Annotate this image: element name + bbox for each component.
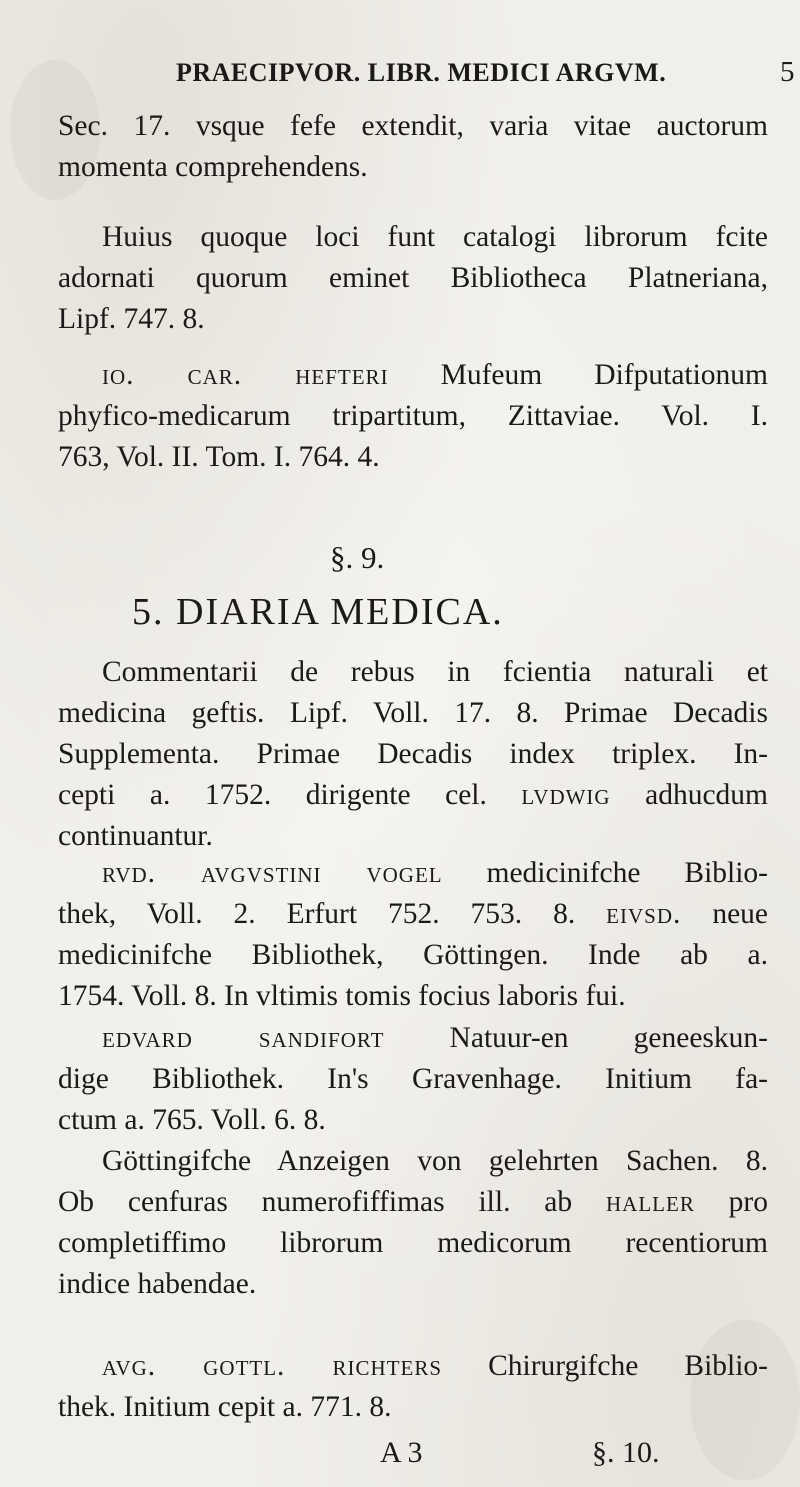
section-heading: 5. DIARIA MEDICA. bbox=[132, 591, 504, 633]
paragraph-sec17 bbox=[58, 106, 768, 188]
text-line bbox=[58, 355, 768, 396]
text-line: Sec. 17. vsque fefe extendit, varia vitae auctorum bbox=[58, 110, 768, 142]
text-line: Supplementa. Primae Decadis index triplex. In- bbox=[58, 738, 768, 770]
text-line: momenta comprehendens. bbox=[58, 151, 368, 183]
text-fragment: pro bbox=[694, 1186, 769, 1218]
running-head bbox=[176, 56, 795, 88]
text-fragment: cepti a. 1752. dirigente cel. bbox=[58, 779, 522, 811]
text-line: completiffimo librorum medicorum recentiorum bbox=[58, 1227, 768, 1259]
text-fragment: medicinifche Biblio- bbox=[442, 857, 768, 889]
running-title: PRAECIPVOR. LIBR. MEDICI ARGVM. bbox=[176, 58, 667, 87]
paragraph-catalogi bbox=[58, 217, 768, 340]
paragraph-hefteri bbox=[58, 355, 768, 478]
paragraph-commentarii bbox=[58, 652, 768, 857]
text-fragment: Mufeum Difputationum bbox=[388, 359, 768, 391]
text-line: Huius quoque loci funt catalogi librorum fcite bbox=[102, 221, 768, 253]
text-line bbox=[58, 853, 768, 894]
text-fragment: Chirurgifche Biblio- bbox=[442, 1350, 768, 1382]
text-fragment: neue bbox=[681, 898, 768, 930]
text-line: indice habendae. bbox=[58, 1268, 257, 1300]
paragraph-richter bbox=[58, 1346, 768, 1428]
author-name: edvard sandifort bbox=[102, 1022, 385, 1054]
text-line bbox=[58, 1182, 768, 1223]
text-fragment: thek, Voll. 2. Erfurt 752. 753. 8. bbox=[58, 898, 607, 930]
paragraph-sandifort-final bbox=[58, 1018, 768, 1141]
text-line bbox=[58, 775, 768, 816]
catchword: §. 10. bbox=[592, 1436, 660, 1469]
section-mark: §. 9. bbox=[330, 540, 385, 575]
author-name: lvdwig bbox=[521, 779, 611, 811]
signature-mark: A 3 bbox=[380, 1436, 423, 1469]
page-number: 5 bbox=[780, 56, 795, 88]
text-line: ctum a. 765. Voll. 6. 8. bbox=[58, 1104, 326, 1136]
text-fragment: Ob cenfuras numerofiffimas ill. ab bbox=[58, 1186, 573, 1218]
text-line: Göttingifche Anzeigen von gelehrten Sachen. 8. bbox=[102, 1145, 768, 1177]
author-name: haller bbox=[606, 1186, 695, 1218]
text-line: phyfico-medicarum tripartitum, Zittaviae. Vol. I. bbox=[58, 400, 768, 432]
paragraph-vogel bbox=[58, 853, 768, 1017]
text-fragment: adhucdum bbox=[610, 779, 768, 811]
author-name: eivsd. bbox=[606, 898, 682, 930]
text-line: 1754. Voll. 8. In vltimis tomis focius laboris fui. bbox=[58, 980, 626, 1012]
author-name: io. car. hefteri bbox=[102, 359, 389, 391]
text-line: medicina geftis. Lipf. Voll. 17. 8. Primae Decadis bbox=[58, 697, 768, 729]
text-line: medicinifche Bibliothek, Göttingen. Inde ab a. bbox=[58, 939, 768, 971]
text-line bbox=[58, 894, 768, 935]
text-line: dige Bibliothek. In's Gravenhage. Initium fa- bbox=[58, 1063, 768, 1095]
text-line: 763, Vol. II. Tom. I. 764. 4. bbox=[58, 441, 380, 473]
author-name: rvd. avgvstini vogel bbox=[102, 857, 443, 889]
text-line: thek. Initium cepit a. 771. 8. bbox=[58, 1391, 392, 1423]
text-line bbox=[58, 1346, 768, 1387]
text-line bbox=[58, 1018, 768, 1059]
author-name: avg. gottl. richters bbox=[102, 1350, 443, 1382]
text-line: adornati quorum eminet Bibliotheca Platneriana, bbox=[58, 262, 768, 294]
text-line: continuantur. bbox=[58, 820, 213, 852]
paragraph-goettingische bbox=[58, 1141, 768, 1305]
text-fragment: Natuur-en geneeskun- bbox=[384, 1022, 768, 1054]
text-line: Lipf. 747. 8. bbox=[58, 303, 205, 335]
text-line: Commentarii de rebus in fcientia naturali et bbox=[102, 656, 768, 688]
